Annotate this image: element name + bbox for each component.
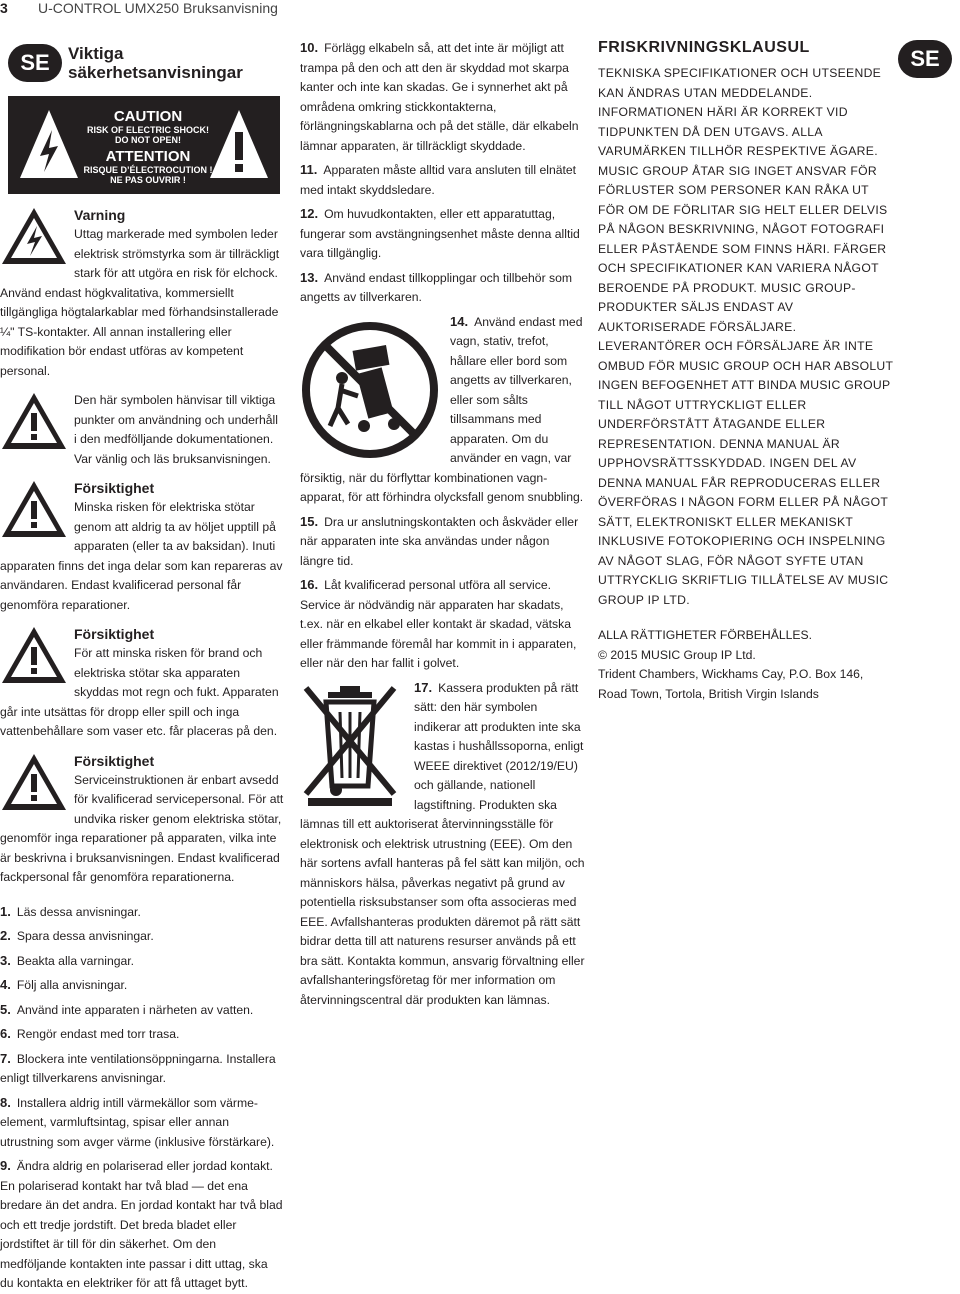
exclamation-warning-icon bbox=[0, 625, 68, 685]
item-number: 13. bbox=[300, 269, 319, 285]
item-number: 11. bbox=[300, 162, 318, 177]
warning-text: Serviceinstruktionen är enbart avsedd för kvalificerad servicepersonal. För att undvika risker genom elektriska stötar, genomför inga reparationer på apparaten, vilka inte är beskrivna i bruksanvisningen. Endast kvalificerad fackpersonal får genomföra reparationerna. bbox=[0, 772, 284, 884]
warning-text: Minska risken för elektriska stötar genom att aldrig ta av höljet upptill på apparaten (eller ta av baksidan). Inuti apparaten finns det inga delar som kan repareras av användaren. Endast kvalificerad personal får genomföra reparationer. bbox=[0, 500, 283, 612]
item-number: 1. bbox=[0, 903, 11, 919]
caution-line4: ATTENTION bbox=[105, 148, 191, 165]
caution-line6: NE PAS OUVRIR ! bbox=[110, 175, 186, 185]
warning-text: Den här symbolen hänvisar till viktiga punkter om användning och underhåll i den medfölljande dokumentationen. Var vänlig och läs bruksanvisningen. bbox=[74, 393, 278, 466]
warning-block-2 bbox=[0, 391, 284, 469]
instruction-item bbox=[300, 160, 586, 200]
warning-heading: Varning bbox=[74, 207, 126, 223]
exclamation-warning-icon bbox=[0, 479, 68, 539]
column-middle bbox=[300, 38, 586, 1010]
item-number: 15. bbox=[300, 513, 319, 529]
section-title-line1: Viktiga bbox=[68, 44, 124, 63]
item-text: Beakta alla varningar. bbox=[16, 953, 135, 968]
instruction-item bbox=[0, 1049, 284, 1089]
item-text: Apparaten måste alltid vara ansluten till elnätet med intakt skyddsledare. bbox=[300, 163, 577, 197]
address-line1: Trident Chambers, Wickhams Cay, P.O. Box 146, bbox=[598, 667, 864, 681]
item-number: 8. bbox=[0, 1094, 11, 1110]
item-text: Om huvudkontakten, eller ett apparatuttag, fungerar som avstängningsenhet måste denna alltid vara tillgänglig. bbox=[300, 207, 580, 260]
instruction-item bbox=[300, 38, 586, 156]
caution-box bbox=[8, 96, 280, 194]
caution-line1: CAUTION bbox=[113, 108, 183, 125]
item-number: 6. bbox=[0, 1026, 11, 1041]
instruction-item bbox=[0, 1156, 284, 1294]
instruction-item bbox=[0, 1024, 284, 1045]
item-text: Rengör endast med torr trasa. bbox=[16, 1027, 180, 1041]
page-number: 3 bbox=[0, 0, 8, 16]
item-number: 5. bbox=[0, 1001, 11, 1017]
exclamation-warning-icon bbox=[0, 752, 68, 812]
document-title: U-CONTROL UMX250 Bruksanvisning bbox=[38, 0, 278, 16]
language-badge-left: SE bbox=[8, 44, 62, 82]
section-title bbox=[68, 44, 243, 82]
instruction-item bbox=[0, 975, 284, 996]
instruction-item bbox=[300, 312, 586, 508]
instruction-item bbox=[300, 268, 586, 308]
lightning-triangle-icon bbox=[16, 106, 82, 182]
section-title-line2: säkerhetsanvisningar bbox=[68, 63, 243, 82]
item-text: Följ alla anvisningar. bbox=[16, 978, 128, 992]
column-right bbox=[598, 38, 898, 704]
lightning-warning-icon bbox=[0, 206, 68, 266]
caution-text bbox=[78, 109, 218, 185]
item-text: Spara dessa anvisningar. bbox=[16, 929, 154, 943]
warning-heading: Försiktighet bbox=[74, 752, 155, 769]
item-text: Kassera produkten på rätt sätt: den här symbolen indikerar att produkten inte ska kastas i hushållssoporna, enligt WEEE direktivet (2012/19/EU) och gällande, nationell lagstiftning. Produkten ska lämnas till ett auktoriserat återvinningsställe för elektronisk och elektrisk utrustning (EEE). Om den här sortens avfall hanteras på fel sätt kan miljön, och människors hälsa, påverkas negativt på grund av potentiella risksubstanser som ofta associeras med EEE. Avfallshanteras produkten däremot på rätt sätt bidrar detta till att naturens resurser används på ett bra sätt. Kontakta kommun, ansvarig förvaltning eller avfallshanteringsföretag för mer information om återvinningscentral där produkten kan lämnas. bbox=[300, 680, 585, 1007]
item-number: 2. bbox=[0, 928, 11, 943]
item-number: 4. bbox=[0, 977, 11, 992]
instruction-item bbox=[0, 951, 284, 972]
warning-text: Uttag markerade med symbolen leder elektrisk strömstyrka som är tillräckligt stark för att utgöra en risk för elchock. Använd endast högkvalitativa, kommersiellt tillgängliga högtalarkablar med förhandsinstallerade ¼" TS-kontakter. All annan installering eller modifikation bör endast utföras av kompetent personal. bbox=[0, 227, 280, 378]
instruction-item bbox=[300, 512, 586, 572]
disclaimer-heading: FRISKRIVNINGSKLAUSUL bbox=[598, 39, 810, 56]
item-number: 7. bbox=[0, 1050, 11, 1066]
item-number: 16. bbox=[300, 577, 319, 592]
item-text: Dra ur anslutningskontakten och åskväder eller när apparaten inte ska användas under någon längre tid. bbox=[300, 514, 579, 568]
caution-line3: DO NOT OPEN! bbox=[114, 135, 181, 145]
item-text: Ändra aldrig en polariserad eller jordad kontakt. En polariserad kontakt har två blad — det ena bredare än det andra. En jordad kontakt har två blad och ett tredje jordstift. Det breda bladet eller jordstiftet är till för din säkerhet. Om den medföljande kontakten inte passar i ditt uttag, ska du kontakta en elektriker för att få uttaget bytt. bbox=[0, 1159, 283, 1290]
no-cart-tipping-icon bbox=[300, 320, 440, 460]
instruction-item bbox=[0, 1000, 284, 1021]
item-number: 12. bbox=[300, 206, 319, 221]
item-text: Förlägg elkabeln så, att det inte är möjligt att trampa på den och att den är skyddad mot skarpa kanter och inte kan skadas. Ge i synnerhet akt på områdena omkring stickkontakterna, förlängningskablarna och på det ställe, där elkabeln lämnar apparaten, är tillräckligt skyddade. bbox=[300, 41, 579, 153]
instruction-item bbox=[300, 575, 586, 674]
item-text: Installera aldrig intill värmekällor som värme-element, varmluftsintag, spisar eller annan utrustning som avger värme (inklusive förstärkare). bbox=[0, 1095, 275, 1149]
instruction-item bbox=[0, 926, 284, 947]
item-number: 10. bbox=[300, 40, 319, 55]
column-left bbox=[0, 206, 284, 1294]
page-header bbox=[0, 0, 960, 20]
caution-line2: RISK OF ELECTRIC SHOCK! bbox=[86, 125, 209, 135]
instruction-list-1 bbox=[0, 902, 284, 1294]
item-number: 9. bbox=[0, 1158, 11, 1173]
warning-heading: Försiktighet bbox=[74, 480, 155, 496]
item-text: Använd inte apparaten i närheten av vatten. bbox=[16, 1002, 254, 1017]
warning-block-4 bbox=[0, 625, 284, 742]
language-badge-right: SE bbox=[898, 40, 952, 78]
warning-block-3 bbox=[0, 479, 284, 615]
warning-block-5 bbox=[0, 752, 284, 888]
instruction-item bbox=[0, 1093, 284, 1153]
warning-text: För att minska risken för brand och elektriska stötar ska apparaten skyddas mot regn och fukt. Apparaten går inte utsättas för dropp eller spill och inga vattenbehållare som vaser etc. får placeras på den. bbox=[0, 646, 279, 738]
item-text: Blockera inte ventilationsöppningarna. Installera enligt tillverkarens anvisningar. bbox=[0, 1051, 276, 1085]
item-number: 14. bbox=[450, 313, 469, 329]
item-number: 17. bbox=[414, 679, 433, 695]
crossed-bin-icon bbox=[300, 682, 400, 808]
instruction-item bbox=[0, 902, 284, 923]
warning-block-1 bbox=[0, 206, 284, 381]
copyright: © 2015 MUSIC Group IP Ltd. bbox=[598, 647, 756, 662]
caution-line5: RISQUE D’ÉLECTROCUTION ! bbox=[83, 165, 213, 175]
item-text: Använd endast med vagn, stativ, trefot, hållare eller bord som angetts av tillverkaren, eller som sålts tillsammans med apparaten. Om du använder en vagn, var försiktig, när du förflyttar kombinationen vagn-apparat, för att förhindra olycksfall genom snubbling. bbox=[300, 314, 584, 504]
warning-heading: Försiktighet bbox=[74, 626, 155, 642]
item-text: Använd endast tillkopplingar och tillbehör som angetts av tillverkaren. bbox=[300, 270, 573, 304]
exclamation-triangle-icon bbox=[206, 106, 272, 182]
address-line2: Road Town, Tortola, British Virgin Islands bbox=[598, 686, 819, 701]
instruction-item bbox=[300, 204, 586, 264]
item-number: 3. bbox=[0, 952, 11, 968]
item-text: Läs dessa anvisningar. bbox=[16, 904, 141, 919]
exclamation-warning-icon bbox=[0, 391, 68, 451]
rights-reserved: ALLA RÄTTIGHETER FÖRBEHÅLLES. bbox=[598, 628, 813, 642]
disclaimer-text: TEKNISKA SPECIFIKATIONER OCH UTSEENDE KAN ÄNDRAS UTAN MEDDELANDE. INFORMATIONEN HÄRI ÄR KORREKT VID TIDPUNKTEN DÅ DEN UTGAVS. ALLA VARUMÄRKEN TILLHÖR RESPEKTIVE ÄGARE. MUSIC GROUP ÅTAR SIG INGET ANSVAR FÖR FÖRLUSTER SOM PERSONER KAN RÅKA UT FÖR OM DE FÖRLITAR SIG HELT ELLER DELVIS PÅ NÅGON BESKRIVNING, NÅGOT FOTOGRAFI ELLER PÅSTÅENDE SOM FINNS HÄRI. FÄRGER OCH SPECIFIKATIONER KAN VARIERA NÅGOT BEROENDE PÅ PRODUKT. MUSIC GROUP-PRODUKTER SÄLJS ENDAST AV AUKTORISERADE FÖRSÄLJARE. LEVERANTÖRER OCH FÖRSÄLJARE ÄR INTE OMBUD FÖR MUSIC GROUP OCH HAR ABSOLUT INGEN BEFOGENHET ATT BINDA MUSIC GROUP TILL NÅGOT UTTRYCKLIGT ELLER UNDERFÖRSTÅTT ÅTAGANDE ELLER REPRESENTATION. DENNA MANUAL ÄR UPPHOVSRÄTTSSKYDDAD. INGEN DEL AV DENNA MANUAL FÅR REPRODUCERAS ELLER ÖVERFÖRAS I NÅGON FORM ELLER PÅ NÅGOT SÄTT, ELEKTRONISKT ELLER MEKANISKT INKLUSIVE FOTOKOPIERING OCH INSPELNING AV NÅGOT SLAG, FÖR NÅGOT SYFTE UTAN UTTRYCKLIG SKRIFTLIG TILLÅTELSE AV MUSIC GROUP IP LTD. bbox=[598, 66, 894, 607]
instruction-item bbox=[300, 678, 586, 1011]
item-text: Låt kvalificerad personal utföra all service. Service är nödvändig när apparaten har skadats, t.ex. när en elkabel eller kontakt är skadad, vätska eller främmande föremål har kommit in i apparaten, eller när den har fallit i golvet. bbox=[300, 578, 577, 670]
